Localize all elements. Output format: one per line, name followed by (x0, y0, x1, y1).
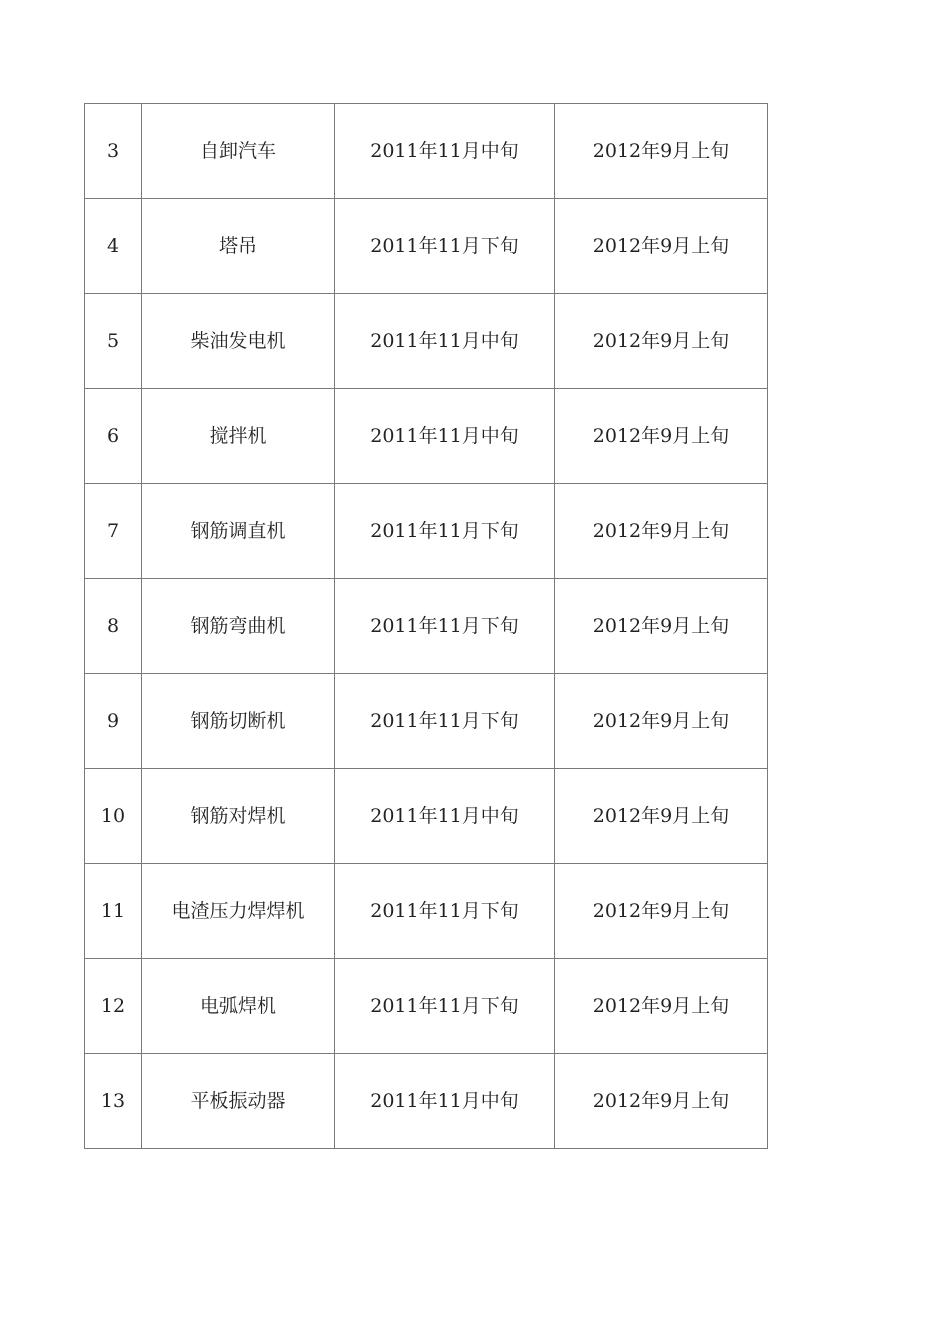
equipment-name-cell: 平板振动器 (142, 1054, 335, 1149)
start-date-cell: 2011年11月下旬 (335, 959, 555, 1054)
start-date-cell: 2011年11月中旬 (335, 104, 555, 199)
equipment-name-cell: 搅拌机 (142, 389, 335, 484)
table-row (85, 959, 768, 1054)
table-row (85, 769, 768, 864)
end-date-cell: 2012年9月上旬 (555, 1054, 768, 1149)
start-date-cell: 2011年11月下旬 (335, 674, 555, 769)
end-date-cell: 2012年9月上旬 (555, 864, 768, 959)
table-row (85, 294, 768, 389)
equipment-name-cell: 钢筋对焊机 (142, 769, 335, 864)
row-number-cell: 8 (85, 579, 142, 674)
row-number-cell: 7 (85, 484, 142, 579)
table-row (85, 389, 768, 484)
end-date-cell: 2012年9月上旬 (555, 674, 768, 769)
end-date-cell: 2012年9月上旬 (555, 484, 768, 579)
table-row (85, 1054, 768, 1149)
start-date-cell: 2011年11月中旬 (335, 294, 555, 389)
table-row (85, 199, 768, 294)
row-number-cell: 3 (85, 104, 142, 199)
row-number-cell: 5 (85, 294, 142, 389)
end-date-cell: 2012年9月上旬 (555, 104, 768, 199)
equipment-name-cell: 电渣压力焊焊机 (142, 864, 335, 959)
start-date-cell: 2011年11月中旬 (335, 389, 555, 484)
equipment-name-cell: 自卸汽车 (142, 104, 335, 199)
row-number-cell: 10 (85, 769, 142, 864)
row-number-cell: 13 (85, 1054, 142, 1149)
row-number-cell: 9 (85, 674, 142, 769)
table-row (85, 104, 768, 199)
end-date-cell: 2012年9月上旬 (555, 199, 768, 294)
end-date-cell: 2012年9月上旬 (555, 579, 768, 674)
row-number-cell: 6 (85, 389, 142, 484)
start-date-cell: 2011年11月下旬 (335, 579, 555, 674)
equipment-name-cell: 钢筋调直机 (142, 484, 335, 579)
start-date-cell: 2011年11月中旬 (335, 1054, 555, 1149)
start-date-cell: 2011年11月下旬 (335, 199, 555, 294)
table-row (85, 864, 768, 959)
table-row (85, 674, 768, 769)
equipment-schedule-table (84, 103, 768, 1149)
table-row (85, 579, 768, 674)
row-number-cell: 12 (85, 959, 142, 1054)
equipment-name-cell: 柴油发电机 (142, 294, 335, 389)
equipment-name-cell: 钢筋弯曲机 (142, 579, 335, 674)
row-number-cell: 4 (85, 199, 142, 294)
row-number-cell: 11 (85, 864, 142, 959)
table-row (85, 484, 768, 579)
end-date-cell: 2012年9月上旬 (555, 959, 768, 1054)
start-date-cell: 2011年11月下旬 (335, 864, 555, 959)
start-date-cell: 2011年11月中旬 (335, 769, 555, 864)
equipment-name-cell: 塔吊 (142, 199, 335, 294)
end-date-cell: 2012年9月上旬 (555, 294, 768, 389)
end-date-cell: 2012年9月上旬 (555, 769, 768, 864)
equipment-name-cell: 钢筋切断机 (142, 674, 335, 769)
equipment-name-cell: 电弧焊机 (142, 959, 335, 1054)
start-date-cell: 2011年11月下旬 (335, 484, 555, 579)
end-date-cell: 2012年9月上旬 (555, 389, 768, 484)
